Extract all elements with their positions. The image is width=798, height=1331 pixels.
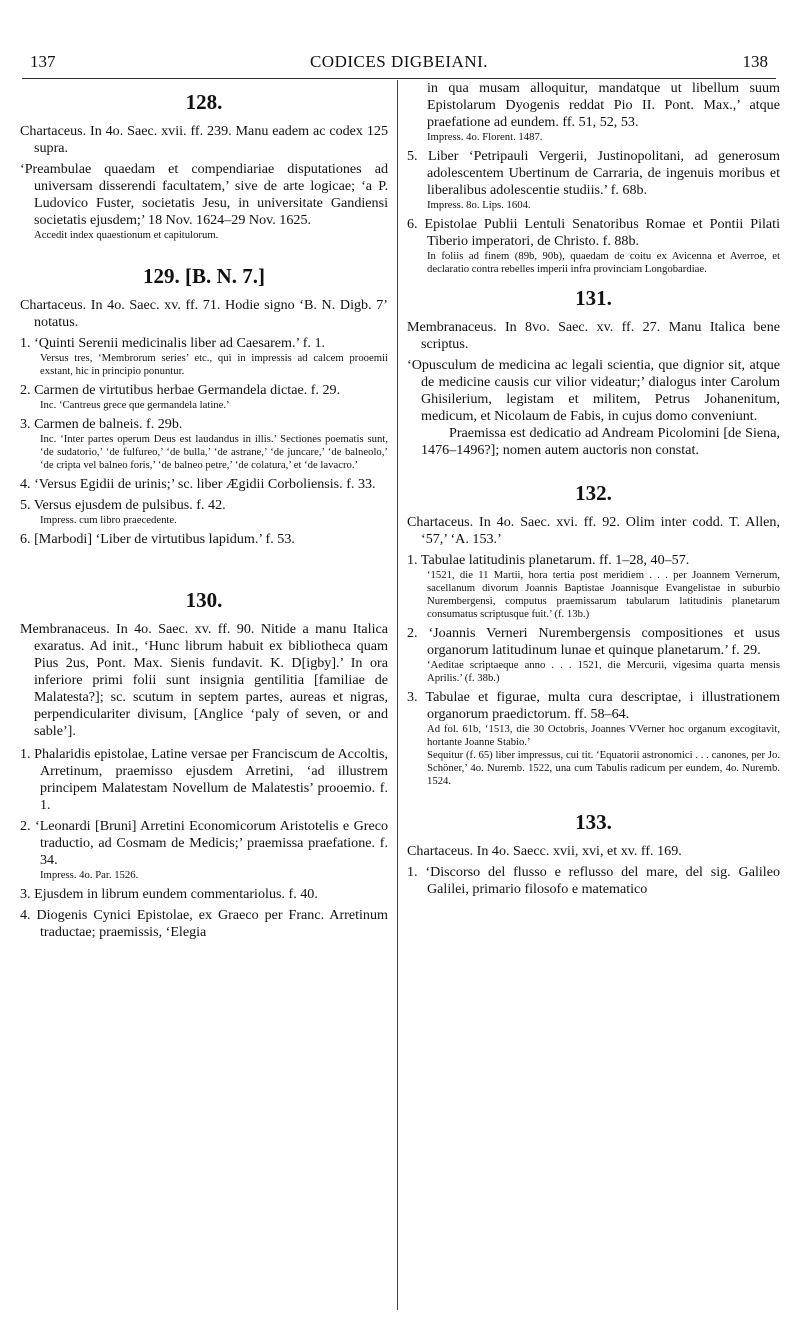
item-entry: 3. Carmen de balneis. f. 29b. — [20, 416, 183, 432]
codex-text: ‘Preambulae quaedam et compendiariae disputationes ad universam disserendi facultatem,’ sive de arte logicae; ‘a P. Ludovico Fuster, societatis Jesu, in universitate Gandiensi societatis ejusdem;’ 18 Nov. 1624–29 Nov. 1625. — [20, 161, 388, 228]
codex-number-133: 133. — [575, 810, 612, 834]
item-entry: 2. Carmen de virtutibus herbae Germandela dictae. f. 29. — [20, 382, 341, 398]
item-list — [407, 552, 780, 788]
item-entry: 6. [Marbodi] ‘Liber de virtutibus lapidum.’ f. 53. — [20, 531, 295, 547]
codex-description: Membranaceus. In 8vo. Saec. xv. ff. 27. Manu Italica bene scriptus. — [407, 319, 780, 352]
item-note: In foliis ad finem (89b, 90b), quaedam de coitu ex Avicenna et Averroe, et declaratio contra rebelles imperii infra provinciam Longobardiae. — [427, 250, 780, 275]
header-rule — [22, 78, 776, 79]
codex-note: Accedit index quaestionum et capitulorum. — [34, 229, 219, 241]
page-number-left: 137 — [30, 52, 56, 71]
codex-number-131: 131. — [575, 286, 612, 310]
codex-number-129: 129. [B. N. 7.] — [143, 264, 265, 288]
item-note: Inc. ‘Cantreus grece que germandela latine.’ — [40, 399, 230, 411]
item-entry: 3. Tabulae et figurae, multa cura descriptae, i illustrationem organorum praedictorum. ff. 58–64. — [407, 689, 780, 722]
right-column — [407, 80, 780, 898]
item-note: ‘Aeditae scriptaeque anno . . . 1521, die Mercurii, vigesima quarta mensis Aprilis.’ (f. 38b.) — [427, 659, 780, 684]
item-entry: 2. ‘Leonardi [Bruni] Arretini Economicorum Aristotelis e Greco traductio, ad Cosmam de Medicis;’ praemissa praefatione. f. 34. — [20, 818, 388, 868]
page-number-right: 138 — [742, 52, 768, 71]
item-list — [20, 335, 388, 548]
item-entry: 1. ‘Discorso del flusso e reflusso del mare, del sig. Galileo Galilei, primario filosofo e matematico — [407, 864, 780, 897]
codex-number-130: 130. — [185, 588, 223, 612]
column-divider — [397, 80, 398, 1310]
codex-text-continued: Praemissa est dedicatio ad Andream Picolomini [de Siena, 1476–1496?]; nomen autem auctoris non constat. — [421, 425, 780, 458]
codex-description: Chartaceus. In 4o. Saec. xvi. ff. 92. Olim inter codd. T. Allen, ‘57,’ ‘A. 153.’ — [407, 514, 780, 547]
item-note: Ad fol. 61b, ‘1513, die 30 Octobris, Joannes VVerner hoc organum excogitavit, hortante Joanne Stabio.’ — [427, 723, 780, 748]
item-entry: 5. Versus ejusdem de pulsibus. f. 42. — [20, 497, 226, 513]
item-entry: 1. ‘Quinti Serenii medicinalis liber ad Caesarem.’ f. 1. — [20, 335, 326, 351]
codex-text: ‘Opusculum de medicina ac legali scientia, que dignior sit, atque de medicine causis cur vilior videatur;’ dialogus inter Carolum Ghisilerium, legistam et militem, Petrus Johanenitum, medicum, et Nicolaum de Fabis, in cujus domo conveniunt. — [407, 357, 780, 424]
codex-number-132: 132. — [575, 481, 612, 505]
item-entry: 5. Liber ‘Petripauli Vergerii, Justinopolitani, ad generosum adolescentem Ubertinum de Carraria, de ingenuis moribus et liberalibus adolescentie studiis.’ f. 68b. — [407, 148, 780, 198]
item-list — [20, 746, 388, 941]
item-entry: 3. Ejusdem in librum eundem commentariolus. f. 40. — [20, 886, 318, 902]
codex-description: Chartaceus. In 4o. Saec. xv. ff. 71. Hodie signo ‘B. N. Digb. 7’ notatus. — [20, 297, 388, 330]
continued-text: in qua musam alloquitur, mandatque ut libellum suum Epistolarum Dyogenis reddat Pio II. Pont. Max.,’ atque praefatione ad eundem. ff. 51, 52, 53. — [427, 80, 780, 130]
codex-description: Chartaceus. In 4o. Saecc. xvii, xvi, et xv. ff. 169. — [407, 843, 682, 859]
item-list — [407, 148, 780, 276]
item-entry: 1. Tabulae latitudinis planetarum. ff. 1–28, 40–57. — [407, 552, 690, 568]
left-column — [20, 80, 388, 941]
item-note: Impress. 4o. Par. 1526. — [40, 869, 139, 881]
item-entry: 2. ‘Joannis Verneri Nurembergensis compositiones et usus organorum latitudinum lunae et quinque planetarum.’ f. 29. — [407, 625, 780, 658]
item-note: ‘1521, die 11 Martii, hora tertia post meridiem . . . per Joannem Vernerum, sacellanum divorum Joannis Baptistae Joannisque Evangelistae in suburbio Nurembergensi, computus praemissarum tabularum latitudinis planetarum consumatus scriptusque fuit.’ (f. 13b.) — [427, 569, 780, 620]
item-note: Impress. 8o. Lips. 1604. — [427, 199, 531, 211]
item-entry: 1. Phalaridis epistolae, Latine versae per Franciscum de Accoltis, Arretinum, praemisso ejusdem Arretini, ‘ad illustrem principem Malatestam Novellum de Malatestis’ prooemio. f. 1. — [20, 746, 388, 813]
codex-number-128: 128. — [185, 90, 223, 114]
item-note: Impress. 4o. Florent. 1487. — [427, 131, 543, 143]
codex-description: Chartaceus. In 4o. Saec. xvii. ff. 239. Manu eadem ac codex 125 supra. — [20, 123, 388, 156]
item-note: Sequitur (f. 65) liber impressus, cui tit. ‘Equatorii astronomici . . . canones, per Jo. Schöner,’ 4o. Nuremb. 1522, una cum Tabulis radicum per eundem, 4o. Nuremb. 1524. — [427, 749, 780, 787]
item-note: Impress. cum libro praecedente. — [40, 514, 177, 526]
item-note: Versus tres, ‘Membrorum series’ etc., qui in impressis ad calcem prooemii exstant, hic in principio ponuntur. — [40, 352, 388, 377]
codex-description: Membranaceus. In 4o. Saec. xv. ff. 90. Nitide a manu Italica exaratus. Ad init., ‘Hunc librum habuit ex bibliotheca quam Pius 2us, Pont. Max. Sienis fundavit. K. D[igby].’ In ora inferiore primi folii sunt insignia gentilitia [familiae de Malatesta?]; sc. scutum in septem partes, aureas et nigras, perpendiculariter divisum, [Anglice ‘paly of seven, or and sable’]. — [20, 621, 388, 739]
running-header — [30, 52, 768, 76]
running-title: CODICES DIGBEIANI. — [309, 52, 489, 71]
item-entry: 4. Diogenis Cynici Epistolae, ex Graeco per Franc. Arretinum traductae; praemissis, ‘Elegia — [20, 907, 388, 940]
item-list — [407, 864, 780, 898]
item-note: Inc. ‘Inter partes operum Deus est laudandus in illis.’ Sectiones poematis sunt, ‘de sudatorio,’ ‘de fulfureo,’ ‘de bulla,’ ‘de astrane,’ ‘de juncare,’ ‘de balneolo,’ ‘de cripta vel balneo foris,’ ‘de balneo petre,’ ‘de colatura,’ et ‘de lavacro.’ — [40, 433, 388, 471]
item-entry: 4. ‘Versus Egidii de urinis;’ sc. liber Ægidii Corboliensis. f. 33. — [20, 476, 376, 492]
item-entry: 6. Epistolae Publii Lentuli Senatoribus Romae et Pontii Pilati Tiberio imperatori, de Christo. f. 88b. — [407, 216, 780, 249]
